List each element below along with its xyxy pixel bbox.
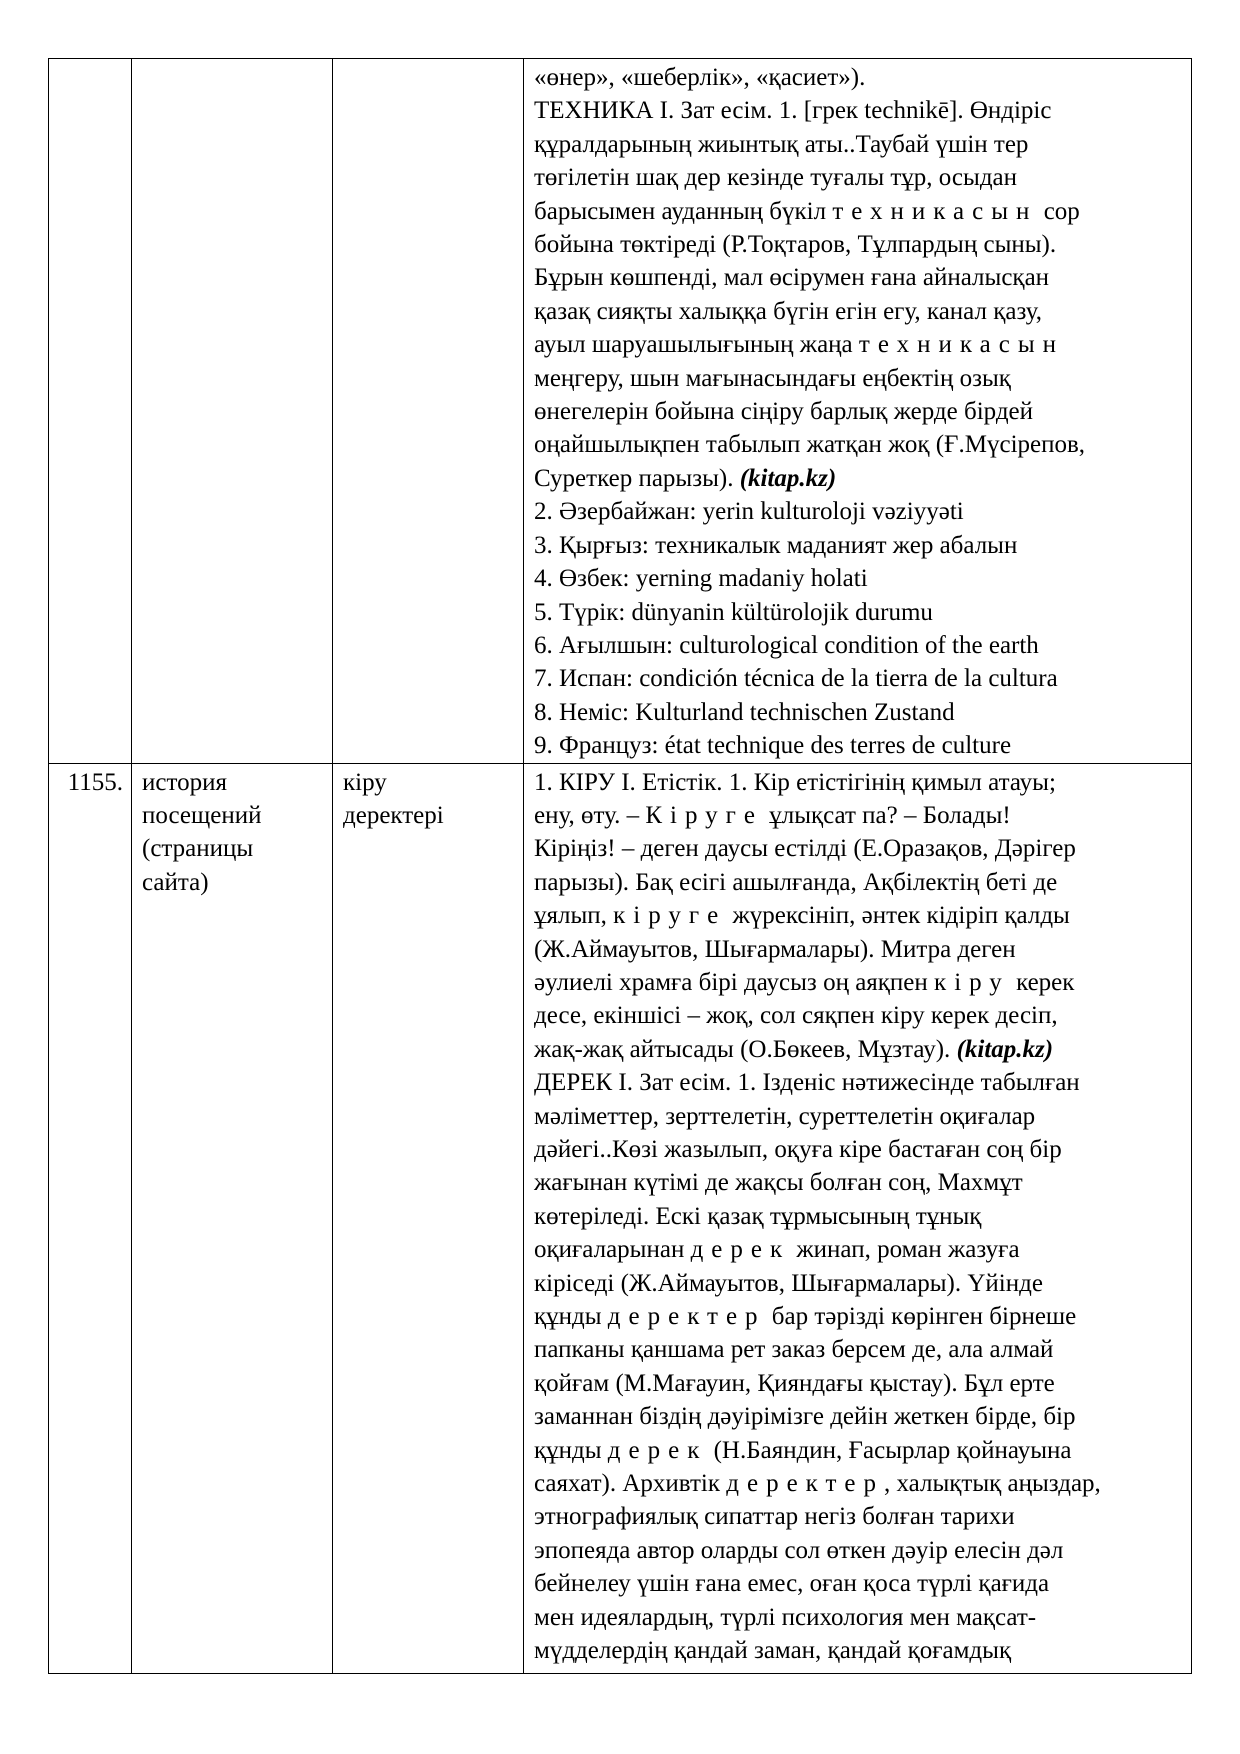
- spaced-headword: деректер: [726, 1470, 884, 1498]
- definition-text: парызы). Бақ есігі ашылғанда, Ақбілектің беті де: [534, 868, 1058, 896]
- definition-line: [534, 1033, 1183, 1066]
- definition-text: мәліметтер, зерттелетін, суреттелетін оқиғалар: [534, 1102, 1036, 1130]
- term-line: история: [142, 768, 227, 796]
- definition-text: әулиелі храмға бірі даусыз оң аяқпен: [534, 968, 935, 996]
- definition-line: [534, 799, 1183, 832]
- definition-line: [534, 899, 1183, 932]
- definition-line: [534, 529, 1183, 562]
- definition-line: [534, 261, 1183, 294]
- definition-text: оқиғаларынан: [534, 1236, 691, 1264]
- definition-line: [534, 462, 1183, 495]
- definition-text: Бұрын көшпенді, мал өсірумен ғана айналысқан: [534, 264, 1050, 292]
- russian-term: [132, 763, 333, 1673]
- definition-line: [534, 328, 1183, 361]
- definition-line: [534, 629, 1183, 662]
- definition-text: (Н.Баяндин, Ғасырлар қойнауына: [707, 1436, 1072, 1464]
- definition-line: [534, 966, 1183, 999]
- entry-number: 1155.: [49, 763, 132, 1673]
- definition-text: барысымен ауданның бүкіл: [534, 197, 833, 225]
- definition-text: ену, өту. –: [534, 801, 646, 829]
- definition-text: керек: [1009, 968, 1075, 996]
- spaced-headword: дерек: [690, 1236, 791, 1264]
- definition-text: көтеріледі. Ескі қазақ тұрмысының тұнық: [534, 1202, 982, 1230]
- definition-line: [534, 128, 1183, 161]
- entry-number: [49, 59, 132, 764]
- term-line: посещений: [142, 801, 262, 829]
- definition-line: [534, 428, 1183, 461]
- definition-text: 4. Өзбек: yerning madaniy holati: [534, 565, 868, 593]
- definition-line: [534, 933, 1183, 966]
- spaced-headword: техникасын: [832, 197, 1038, 225]
- table-row: [49, 763, 1192, 1673]
- definition-line: [534, 1066, 1183, 1099]
- definition-text: ДЕРЕК І. Зат есім. 1. Ізденіс нәтижесінде табылған: [534, 1069, 1080, 1097]
- definition-text: мүдделердің қандай заман, қандай қоғамдық: [534, 1637, 1012, 1665]
- definition-text: Суреткер парызы).: [534, 464, 740, 492]
- definition-line: [534, 1300, 1183, 1333]
- definition-line: [534, 866, 1183, 899]
- definition-text: жағынан күтімі де жақсы болған соң, Махмұт: [534, 1169, 1023, 1197]
- definition-text: ТЕХНИКА І. Зат есім. 1. [грек technikē]. Өндіріс: [534, 97, 1052, 125]
- definition-text: оңайшылықпен табылып жатқан жоқ (Ғ.Мүсірепов,: [534, 431, 1086, 459]
- russian-term: [132, 59, 333, 764]
- definition-text: ұялып,: [534, 902, 614, 930]
- definition-line: [534, 766, 1183, 799]
- definition-text: «өнер», «шеберлік», «қасиет»).: [534, 64, 866, 91]
- definition-line: [534, 1166, 1183, 1199]
- definition-line: [534, 1200, 1183, 1233]
- term-line: (страницы: [142, 835, 254, 863]
- definition-text: десе, екіншісі – жоқ, сол сяқпен кіру керек десіп,: [534, 1002, 1058, 1030]
- definition-text: меңгеру, шын мағынасындағы еңбектің озық: [534, 364, 1011, 392]
- definition-text: заманнан біздің дәуірімізге дейін жеткен бірде, бір: [534, 1403, 1076, 1431]
- definition-line: [534, 1367, 1183, 1400]
- kazakh-term: [333, 59, 524, 764]
- definition-line: [534, 362, 1183, 395]
- definition-line: [534, 832, 1183, 865]
- table-row: [49, 59, 1192, 764]
- definition-line: [534, 696, 1183, 729]
- definition-cell: [524, 763, 1192, 1673]
- definition-line: [534, 1100, 1183, 1133]
- definition-text: саяхат). Архивтік: [534, 1470, 727, 1498]
- source-citation: (kitap.kz): [739, 464, 837, 492]
- definition-text: бойына төктіреді (Р.Тоқтаров, Тұлпардың сыны).: [534, 231, 1057, 259]
- definition-text: жинап, роман жазуға: [790, 1236, 1020, 1264]
- definition-line: [534, 195, 1183, 228]
- table-body: [49, 59, 1192, 1674]
- definition-text: дәйегі..Көзі жазылып, оқуға кіре бастаған соң бір: [534, 1136, 1062, 1163]
- definition-line: [534, 999, 1183, 1032]
- definition-line: [534, 395, 1183, 428]
- definition-line: [534, 662, 1183, 695]
- definition-text: мен идеялардың, түрлі психология мен мақсат-: [534, 1603, 1037, 1631]
- definition-text: эпопеяда автор оларды сол өткен дәуір елесін дәл: [534, 1536, 1064, 1564]
- definition-text: (Ж.Аймауытов, Шығармалары). Митра деген: [534, 935, 1016, 963]
- definition-line: [534, 729, 1183, 762]
- definition-line: [534, 1601, 1183, 1634]
- definition-line: [534, 1534, 1183, 1567]
- definition-text: бар тәрізді көрінген бірнеше: [765, 1303, 1077, 1331]
- definition-text: қазақ сияқты халыққа бүгін егін егу, канал қазу,: [534, 297, 1043, 325]
- term-line: деректері: [343, 801, 444, 829]
- term-line: сайта): [142, 868, 209, 896]
- definition-text: 8. Неміс: Kulturland technischen Zustand: [534, 698, 955, 726]
- definition-text: кіріседі (Ж.Аймауытов, Шығармалары). Үйінде: [534, 1269, 1043, 1297]
- definition-text: этнографиялық сипаттар негіз болған тарихи: [534, 1503, 1015, 1531]
- definition-line: [534, 1634, 1183, 1667]
- definition-text: жақ-жақ айтысады (О.Бөкеев, Мұзтау).: [534, 1035, 957, 1063]
- kazakh-term: [333, 763, 524, 1673]
- definition-line: [534, 1333, 1183, 1366]
- definition-line: [534, 1233, 1183, 1266]
- definition-text: Кіріңіз! – деген даусы естілді (Е.Оразақов, Дәрігер: [534, 835, 1076, 863]
- definition-line: [534, 1467, 1183, 1500]
- spaced-headword: кіругe: [613, 902, 727, 930]
- definition-text: , халықтық аңыздар,: [884, 1470, 1101, 1498]
- definition-text: өнегелерін бойына сіңіру барлық жерде бірдей: [534, 398, 1034, 426]
- definition-text: төгілетін шақ дер кезінде туғалы тұр, осыдан: [534, 164, 1018, 192]
- definition-text: ұлықсат па? – Болады!: [762, 801, 1011, 829]
- definition-line: [534, 61, 1183, 94]
- definition-line: [534, 562, 1183, 595]
- spaced-headword: Кіругe: [645, 801, 763, 829]
- definition-text: 5. Түрік: dünyanin kültürolojik durumu: [534, 598, 933, 626]
- spaced-headword: деректер: [607, 1303, 766, 1331]
- definition-line: [534, 1400, 1183, 1433]
- definition-text: жүрексініп, әнтек кідіріп қалды: [726, 902, 1070, 930]
- definition-text: құралдарының жиынтық аты..Таубай үшін тер: [534, 130, 1029, 158]
- definition-line: [534, 495, 1183, 528]
- definition-text: 7. Испан: condición técnica de la tierra de la cultura: [534, 665, 1058, 693]
- definition-line: [534, 1500, 1183, 1533]
- definition-line: [534, 94, 1183, 127]
- definition-line: [534, 295, 1183, 328]
- definition-text: ауыл шаруашылығының жаңа: [534, 331, 859, 359]
- definition-text: 3. Қырғыз: техникалык маданият жер абалын: [534, 531, 1018, 559]
- definition-text: қойғам (М.Мағауин, Қияндағы қыстау). Бұл ерте: [534, 1369, 1055, 1397]
- definition-line: [534, 1133, 1183, 1166]
- definition-line: [534, 1434, 1183, 1467]
- definition-text: бейнелеу үшін ғана емес, оған қоса түрлі қағида: [534, 1570, 1050, 1598]
- definition-line: [534, 1567, 1183, 1600]
- definition-cell: [524, 59, 1192, 764]
- definition-text: құнды: [534, 1436, 608, 1464]
- spaced-headword: дерек: [607, 1436, 708, 1464]
- definition-text: 1. КІРУ І. Етістік. 1. Кір етістігінің қимыл атауы;: [534, 768, 1056, 796]
- definition-text: 2. Әзербайжан: yerin kulturoloji vəziyyəti: [534, 498, 964, 526]
- definition-line: [534, 228, 1183, 261]
- definition-text: сор: [1037, 197, 1080, 225]
- term-line: кіру: [343, 768, 387, 796]
- spaced-headword: техникасын: [858, 331, 1064, 359]
- definition-text: 6. Ағылшын: culturological condition of the earth: [534, 631, 1039, 659]
- definition-text: папканы қаншама рет заказ берсем де, ала алмай: [534, 1336, 1054, 1364]
- definition-line: [534, 161, 1183, 194]
- definition-line: [534, 1267, 1183, 1300]
- definition-text: құнды: [534, 1303, 608, 1331]
- source-citation: (kitap.kz): [956, 1035, 1054, 1063]
- spaced-headword: кіру: [934, 968, 1010, 996]
- dictionary-table: [48, 58, 1192, 1674]
- definition-line: [534, 596, 1183, 629]
- definition-text: 9. Француз: état technique des terres de culture: [534, 732, 1012, 760]
